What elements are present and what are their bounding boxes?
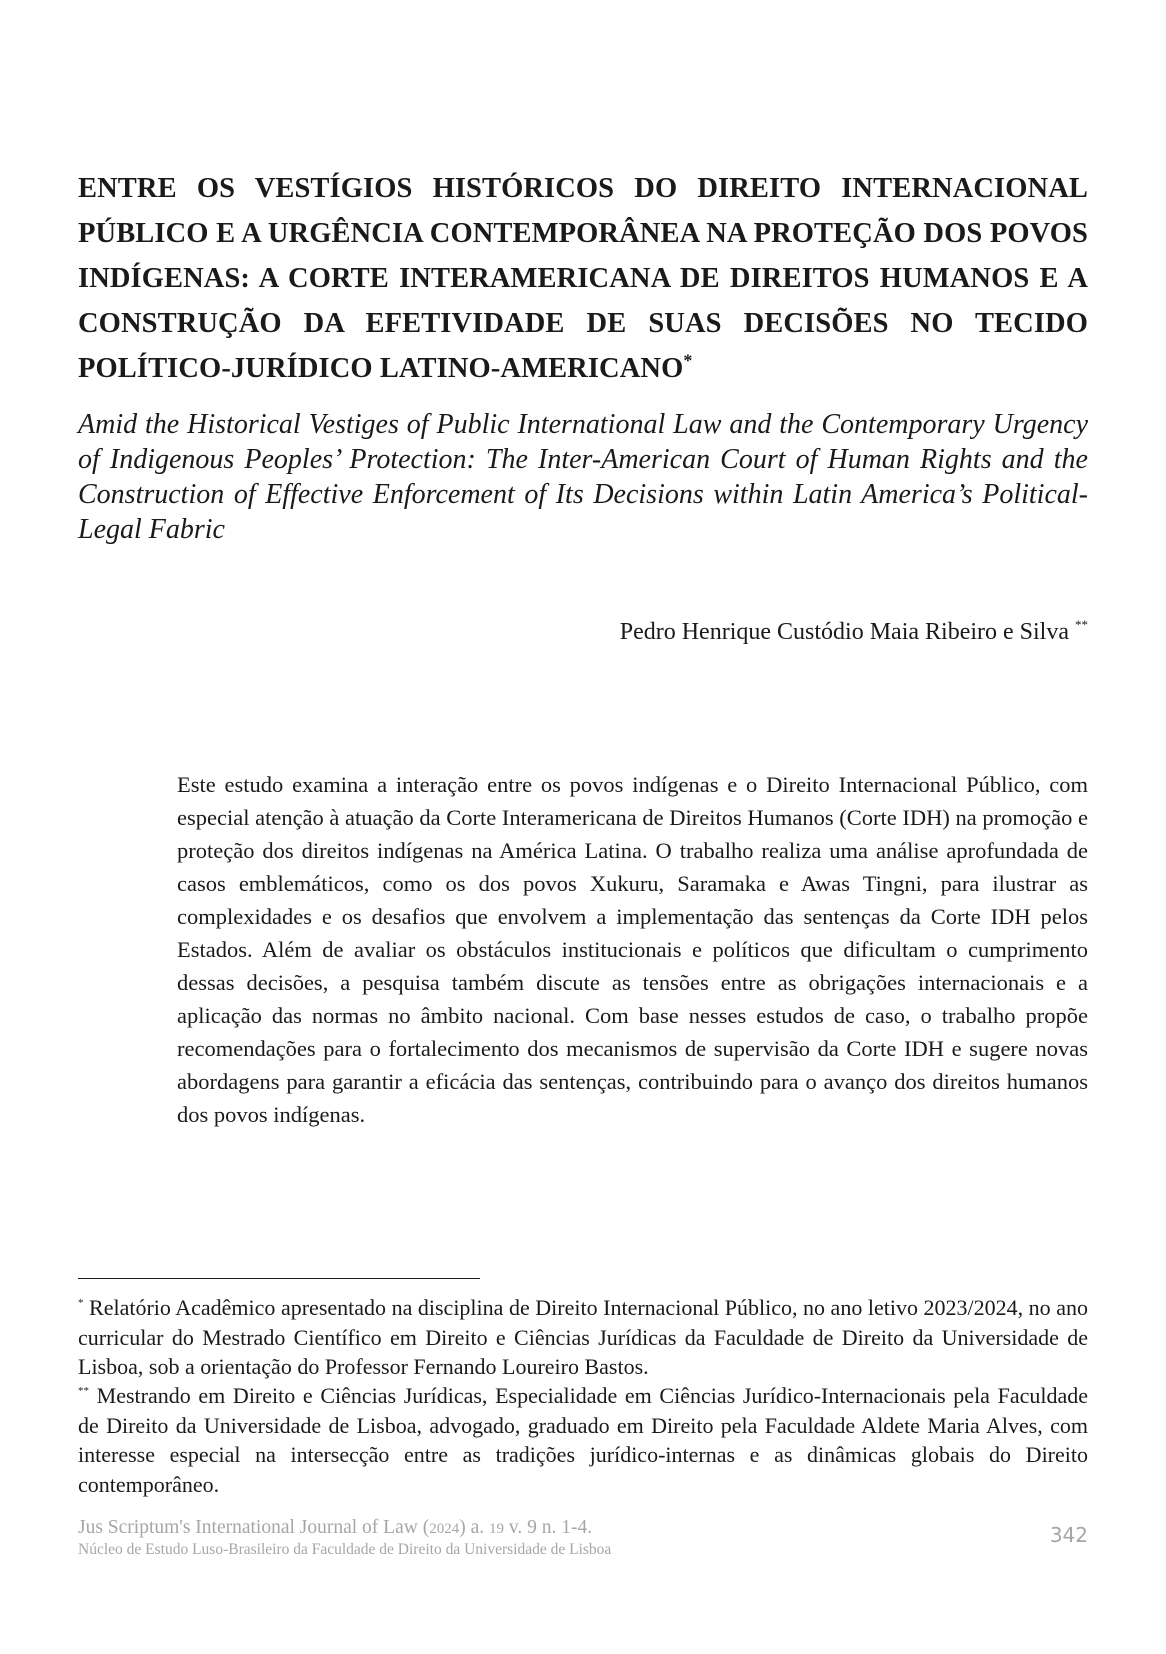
journal-volume-issue: v. 9 n. 1-4.: [508, 1517, 593, 1538]
footnote-1-marker: *: [78, 1297, 84, 1309]
footnote-1-text: Relatório Acadêmico apresentado na disciplina de Direito Internacional Público, no ano letivo 2023/2024, no ano curricular do Mestrado Científico em Direito e Ciências Jurídicas da Faculdade de Direito da Universidade de Lisboa, sob a orientação do Professor Fernando Loureiro Bastos.: [78, 1295, 1088, 1379]
footnote-1: [78, 1293, 1088, 1382]
journal-year-close: ) a.: [459, 1517, 485, 1538]
footnote-2-marker: **: [78, 1385, 89, 1397]
paper-title-text: ENTRE OS VESTÍGIOS HISTÓRICOS DO DIREITO INTERNACIONAL PÚBLICO E A URGÊNCIA CONTEMPORÂNEA NA PROTEÇÃO DOS POVOS INDÍGENAS: A CORTE INTERAMERICANA DE DIREITOS HUMANOS E A CONSTRUÇÃO DA EFETIVIDADE DE SUAS DECISÕES NO TECIDO POLÍTICO-JURÍDICO LATINO-AMERICANO: [78, 173, 1088, 384]
journal-name: Jus Scriptum's International Journal of Law (: [78, 1517, 430, 1538]
footnote-2-text: Mestrando em Direito e Ciências Jurídicas, Especialidade em Ciências Jurídico-Internacionais pela Faculdade de Direito da Universidade de Lisboa, advogado, graduado em Direito pela Faculdade Aldete Maria Alves, com interesse especial na intersecção entre as tradições jurídico-internas e as dinâmicas globais do Direito contemporâneo.: [78, 1383, 1089, 1497]
title-footnote-marker[interactable]: *: [683, 350, 693, 371]
page-number: 342: [1049, 1523, 1088, 1547]
author-footnote-marker[interactable]: **: [1075, 617, 1088, 632]
paper-title: [78, 166, 1088, 391]
author-name: Pedro Henrique Custódio Maia Ribeiro e Silva: [619, 619, 1069, 645]
journal-year: 2024: [429, 1521, 460, 1537]
english-subtitle: Amid the Historical Vestiges of Public International Law and the Contemporary Urgency of Indigenous Peoples’ Protection: The Inter-American Court of Human Rights and the Construction of Effective Enforcement of Its Decisions within Latin America’s Political-Legal Fabric: [78, 409, 1088, 545]
journal-institution: Núcleo de Estudo Luso-Brasileiro da Faculdade de Direito da Universidade de Lisboa: [78, 1541, 612, 1558]
footnote-2: [78, 1381, 1088, 1499]
author-line: [620, 617, 1088, 647]
abstract: Este estudo examina a interação entre os povos indígenas e o Direito Internacional Público, com especial atenção à atuação da Corte Interamericana de Direitos Humanos (Corte IDH) na promoção e proteção dos direitos indígenas na América Latina. O trabalho realiza uma análise aprofundada de casos emblemáticos, como os dos povos Xukuru, Saramaka e Awas Tingni, para ilustrar as complexidades e os desafios que envolvem a implementação das sentenças da Corte IDH pelos Estados. Além de avaliar os obstáculos institucionais e políticos que dificultam o cumprimento dessas decisões, a pesquisa também discute as tensões entre as obrigações internacionais e a aplicação das normas no âmbito nacional. Com base nesses estudos de caso, o trabalho propõe recomendações para o fortalecimento dos mecanismos de supervisão da Corte IDH e sugere novas abordagens para garantir a eficácia das sentenças, contribuindo para o avanço dos direitos humanos dos povos indígenas.: [177, 772, 1088, 1127]
footnote-separator: [78, 1278, 480, 1279]
journal-citation: [78, 1517, 592, 1540]
journal-volume-a: 19: [488, 1521, 504, 1537]
